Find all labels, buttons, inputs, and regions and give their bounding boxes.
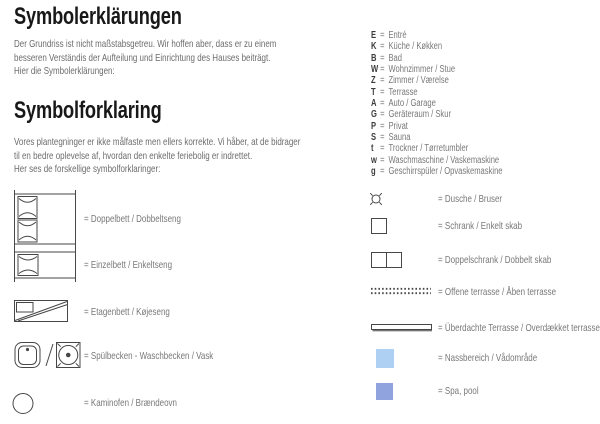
room-code-letter: w [371,154,377,166]
cabinet-icon [371,218,387,234]
german-intro [14,38,276,79]
single-bed-icon [12,247,78,283]
room-code-letter: A [371,98,377,110]
room-code-row [371,98,503,109]
shower-icon [367,190,385,208]
double-bed-icon [12,189,78,249]
room-code-row [371,143,503,154]
room-code-letter: P [371,120,377,132]
room-code-row [371,64,503,75]
equals-sign: = [380,98,385,110]
room-code-letter: W [371,64,379,76]
wet-area-label: = Nassbereich / Vådområde [438,352,538,364]
covered-terrace-label: = Überdachte Terrasse / Overdækket terrasse [438,322,600,334]
danish-title: Symbolforklaring [14,97,162,124]
room-code-description: Bad [388,52,403,64]
room-code-description: Waschmaschine / Vaskemaskine [388,154,500,166]
danish-intro-line: til en bedre oplevelse af, hvordan den enkelte feriebolig er indrettet. [14,149,253,162]
equals-sign: = [380,64,385,76]
room-code-letter: Z [371,75,376,87]
room-code-description: Zimmer / Værelse [388,75,449,87]
sink-icon [14,340,82,370]
german-intro-line: Hier die Symbolerklärungen: [14,65,115,77]
spa-pool-swatch [376,383,393,400]
equals-sign: = [380,75,385,87]
double-cabinet-icon [371,252,402,268]
equals-sign: = [380,30,385,41]
equals-sign: = [380,41,385,53]
room-code-row [371,53,503,64]
german-intro-line: Der Grundriss ist nicht maßstabsgetreu. Wir hoffen aber, dass er zu einem [14,38,277,50]
equals-sign: = [380,120,385,132]
room-code-row [371,109,503,120]
equals-sign: = [380,166,385,178]
open-terrace-icon [370,287,432,296]
room-code-description: Trockner / Tørretumbler [388,143,469,155]
room-code-letter: G [371,109,377,121]
room-code-row [371,30,503,41]
cabinet-label: = Schrank / Enkelt skab [438,220,523,232]
wood-stove-label: = Kaminofen / Brændeovn [84,397,177,409]
room-code-row [371,166,503,177]
room-code-letter: g [371,166,376,178]
room-code-row [371,87,503,98]
room-code-description: Terrasse [388,86,418,98]
equals-sign: = [380,109,385,121]
german-intro-line: besseren Verständis der Aufteilung und Einrichtung des Hauses beiträgt. [14,51,271,64]
bunk-bed-icon [12,297,70,325]
equals-sign: = [380,52,385,64]
covered-terrace-icon [371,323,433,332]
equals-sign: = [380,132,385,144]
room-code-description: Auto / Garage [388,98,436,110]
room-code-description: Geschirrspüler / Opvaskemaskine [388,166,503,178]
danish-intro [14,136,300,177]
shower-label: = Dusche / Bruser [438,193,503,205]
wood-stove-icon [12,393,34,415]
room-code-letter: E [371,30,377,41]
room-code-description: Geräteraum / Skur [388,109,452,121]
room-code-letter: B [371,52,377,64]
spa-pool-label: = Spa, pool [438,385,479,397]
room-code-list [371,30,503,177]
wet-area-swatch [376,349,394,368]
room-code-description: Entré [388,30,407,41]
sink-label: = Spülbecken - Waschbecken / Vask [84,350,214,362]
double-bed-label: = Doppelbett / Dobbeltseng [84,213,181,225]
room-code-row [371,75,503,86]
room-code-letter: T [371,86,376,98]
room-code-letter: t [371,143,374,155]
open-terrace-label: = Offene terrasse / Åben terrasse [438,286,557,298]
single-bed-label: = Einzelbett / Enkeltseng [84,259,173,271]
room-code-row [371,132,503,143]
room-code-description: Privat [388,120,408,132]
equals-sign: = [380,143,385,155]
room-code-row [371,41,503,52]
room-code-description: Wohnzimmer / Stue [388,64,456,76]
room-code-letter: K [371,41,377,53]
danish-intro-line: Vores plantegninger er ikke målfaste men ellers korrekte. Vi håber, at de bidrager [14,136,301,148]
double-cabinet-label: = Doppelschrank / Dobbelt skab [438,254,552,266]
room-code-description: Sauna [388,132,411,144]
danish-intro-line: Her ses de forskellige symbolforklaringer: [14,163,161,175]
equals-sign: = [380,86,385,98]
bunk-bed-label: = Etagenbett / Køjeseng [84,306,170,318]
room-code-description: Küche / Køkken [388,41,443,53]
room-code-row [371,155,503,166]
equals-sign: = [380,154,385,166]
german-title: Symbolerklärungen [14,3,182,30]
room-code-row [371,121,503,132]
room-code-letter: S [371,132,377,144]
